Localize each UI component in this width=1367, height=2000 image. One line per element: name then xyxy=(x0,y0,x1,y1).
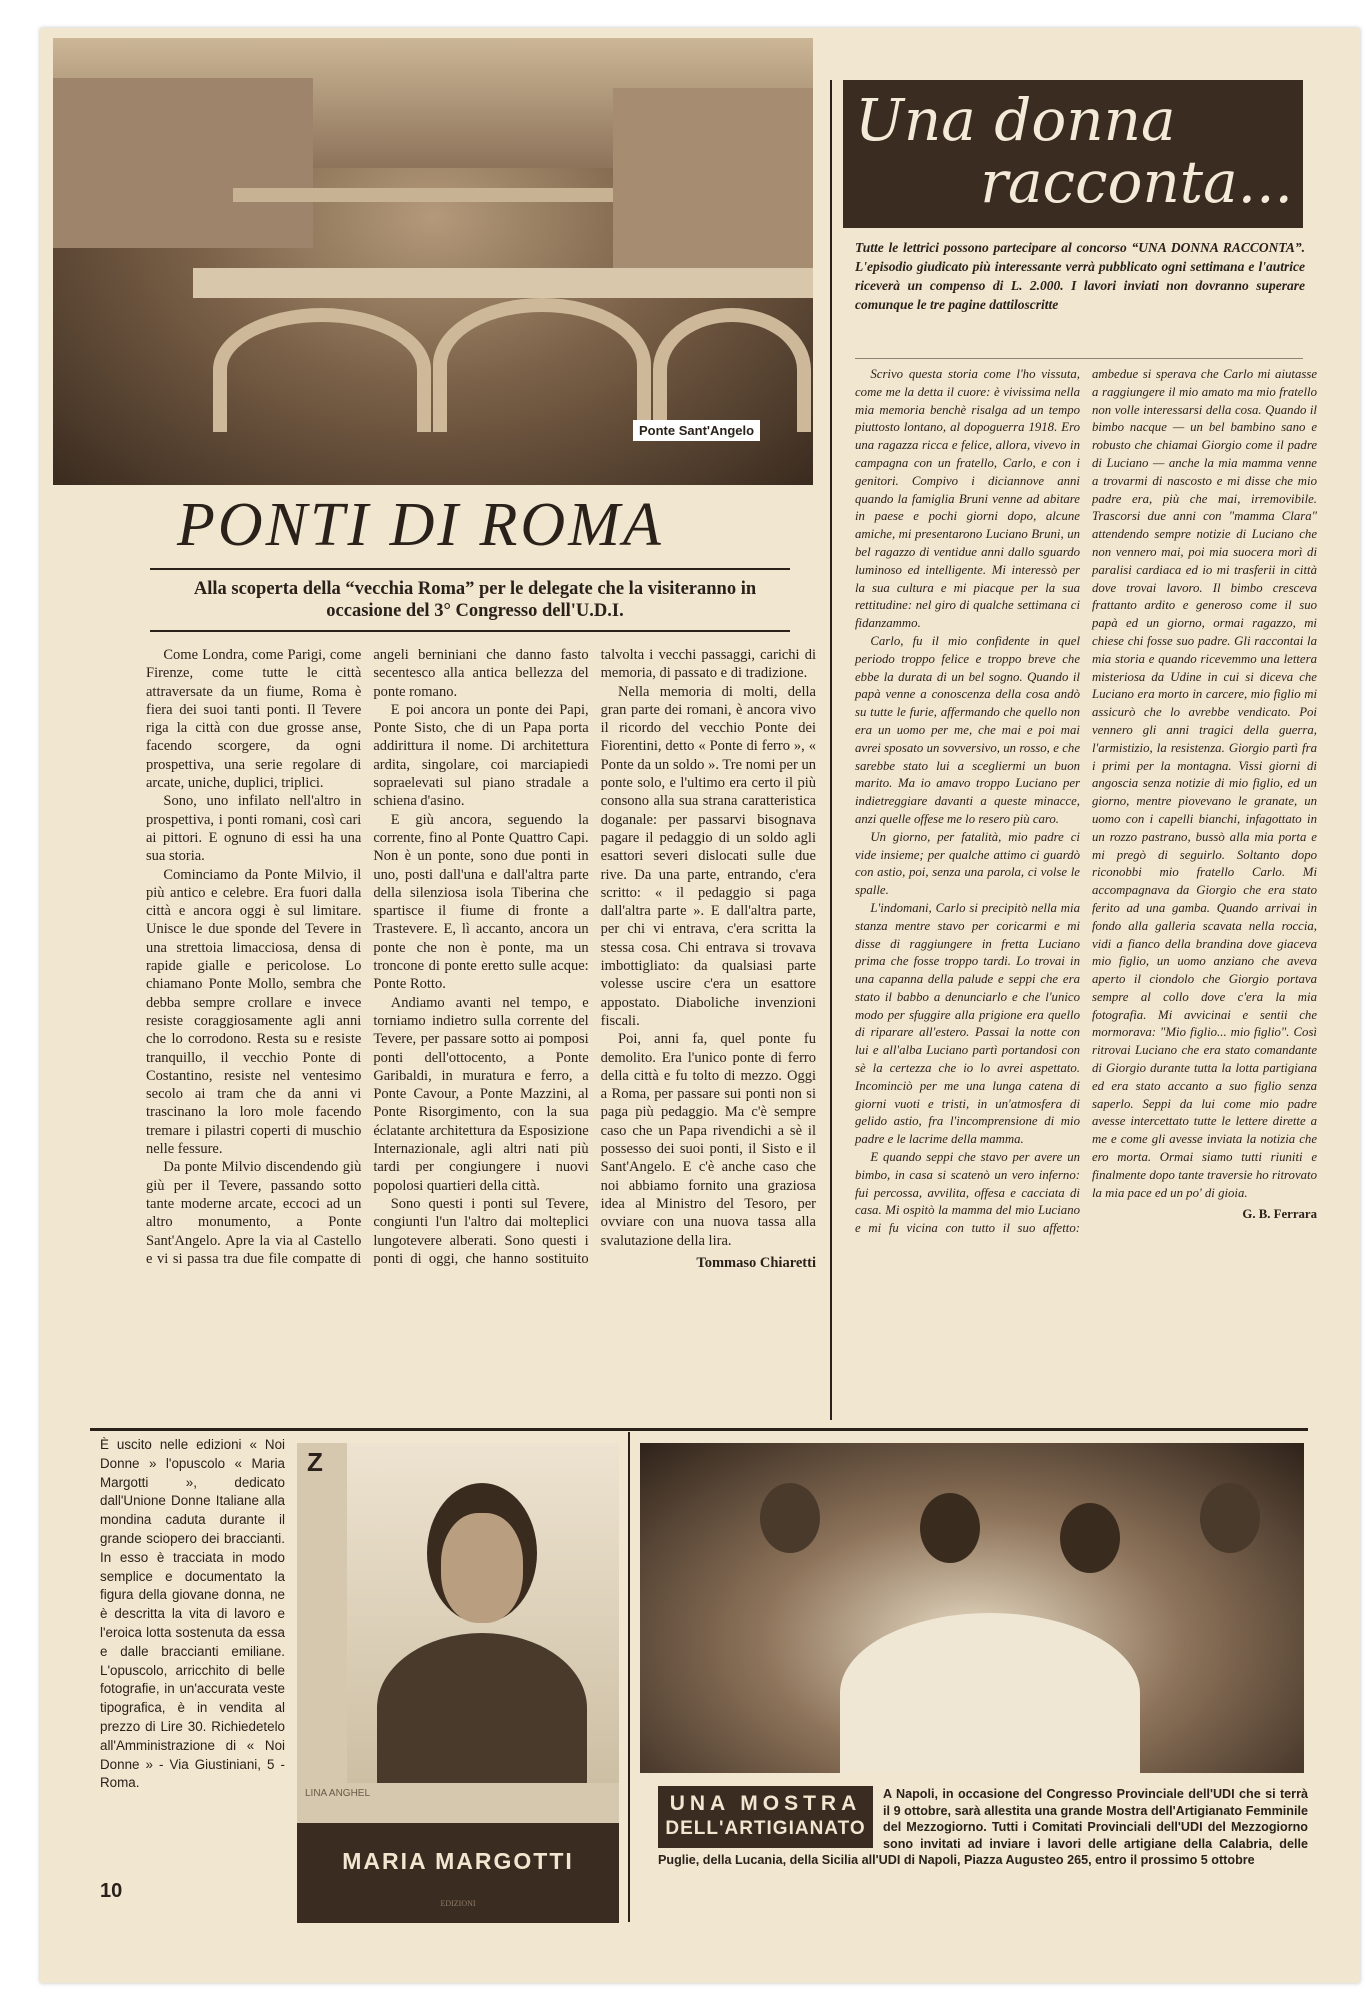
paragraph: Scrivo questa storia come l'ho vissuta, come me la detta il cuore: è vivissima nella mia memoria benchè risalga ad un tempo piuttosto lontano, al dopoguerra 1918. Ero una ragazza ricca e felice, allora, vivevo in campagna con un fratello, Carlo, e con i genitori. Compivo i diciannove anni quando la famiglia Bruni venne ad abitare in paese e pochi giorni dopo, alcune amiche, mi presentarono Luciano Bruni, un bel ragazzo di ventidue anni dallo sguardo luminoso ed intelligente. Mi interessò per la sua cultura e mi piacque per la sua rettitudine: nel giro di qualche settimana ci fidanzammo. xyxy=(855,367,1080,631)
cover-author: LINA ANGHEL xyxy=(305,1788,371,1799)
racconta-intro: Tutte le lettrici possono partecipare al concorso “UNA DONNA RACCONTA”. L'episodio giudicato più interessante verrà pubblicato ogni settimana e l'autrice riceverà un compenso di L. 2.000. I lavori inviati non dovranno superare comunque le tre pagine dattiloscritte xyxy=(855,240,1305,312)
paragraph: E giù ancora, seguendo la corrente, fino al Ponte Quattro Capi. Non è un ponte, sono due ponti in uno, posti dall'una e dall'altra parte della silenziosa isola Tiberina che spartisce il fiume di fronte a Trastevere. E, lì accanto, ancora un ponte che non è ponte, ma un troncone di ponte eretto sulle acque: Ponte Rotto. xyxy=(373,811,589,993)
racconta-article xyxy=(855,366,1317,1238)
photo-caption: Ponte Sant'Angelo xyxy=(633,420,760,441)
author: G. B. Ferrara xyxy=(1242,1207,1317,1222)
mostra-text: A Napoli, in occasione del Congresso Provinciale dell'UDI che si terrà il 9 ottobre, sarà allestita una grande Mostra dell'Artigianato Femminile del Mezzogiorno. Tutti i Comitati Provinciali dell'UDI del Mezzogiorno sono invitati ad inviare i lavori delle artigiane della Calabria, delle Puglie, della Lucania, della Sicilia all'UDI di Napoli, Piazza Augusteo 265, entro il prossimo 5 ottobre xyxy=(658,1787,1308,1867)
margotti-text: È uscito nelle edizioni « Noi Donne » l'opuscolo « Maria Margotti », dedicato dall'Unione Donne Italiane alla mondina caduta durante il grande sciopero dei braccianti. In esso è tracciata in modo semplice e documentato la figura della giovane donna, ne è descritta la vita di lavoro e l'eroica lotta sostenuta da essa e dalle braccianti emiliane. L'opuscolo, arricchito di belle fotografie, in un'accurata veste tipografica, è in vendita al prezzo di Lire 30. Richiedetelo all'Amministrazione di « Noi Donne » - Via Giustiniani, 5 - Roma. xyxy=(100,1437,285,1791)
paragraph: Nella memoria di molti, della gran parte dei romani, è ancora vivo il ricordo del vecchio Ponte dei Fiorentini, detto « Ponte di ferro », « Ponte da un soldo ». Tre nomi per un ponte solo, e l'ultimo era certo il più consono alla sua strana caratteristica doganale: per passarvi bisognava pagare il pedaggio di un soldo agli esattori severi dislocati sulle due rive. Da una parte, entrando, c'era scritto: « il pedaggio si paga dall'altra parte ». E dall'altra parte, per chi vi entrava, c'era scritta la stessa cosa. Chi entrava si trovava imbottigliato: da qualsiasi parte volesse uscire c'era un esattore appostato. Diaboliche invenzioni fiscali. xyxy=(600,683,816,1029)
author: Tommaso Chiaretti xyxy=(696,1254,816,1271)
paragraph: Carlo, fu il mio confidente in quel periodo troppo felice e troppo breve che ebbe la durata di un bel sogno. Quando il papà venne a conoscenza della cosa andò su tutte le furie, affermando che quello non era un uomo per me, che mai e poi mai avrei sposato un sovversivo, un rosso, e che sarebbe stato lui a scegliermi un buon marito. Ma io amavo troppo Luciano per indietreggiare davanti a queste minacce, anzi quelle offese me lo resero più caro. xyxy=(855,633,1080,826)
racconta-title-box xyxy=(843,80,1303,228)
mostra-title-line1: UNA MOSTRA xyxy=(669,1792,862,1815)
cover-publisher: EDIZIONI xyxy=(440,1899,476,1908)
paragraph: E poi ancora un ponte dei Papi, Ponte Sisto, che di un Papa porta addirittura il nome. Di architettura ardita, singolare, coi marciapiedi sopraelevati sul piano stradale a schiena d'asino. xyxy=(373,701,589,810)
paragraph: Come Londra, come Parigi, come Firenze, come tutte le città attraversate da un fiume, Roma è fiera dei suoi tanti ponti. Il Tevere riga la città con due grosse anse, facendo scorgere, da ogni prospettiva, una serie regolare di arcate, uniche, duplici, triplici. xyxy=(146,647,362,792)
racconta-title-line1: Una donna xyxy=(855,86,1176,154)
artisans-photo xyxy=(640,1443,1304,1773)
paragraph: Poi, anni fa, quel ponte fu demolito. Era l'unico ponte di ferro della città e fu tolto di mezzo. Oggi a Roma, per passare sui ponti non si paga più pedaggio. Ma c'è sempre caso che un Papa rivendichi a sè il possesso dei suoi ponti, il Sisto e il Sant'Angelo. E c'è anche caso che noi abbiamo fornito una graziosa idea al Ministro del Tesoro, per ovviare con una nuova tassa alla svalutazione della lira. xyxy=(600,1031,816,1249)
ponti-title: PONTI DI ROMA xyxy=(177,491,664,559)
paragraph: L'indomani, Carlo si precipitò nella mia stanza mentre stavo per coricarmi e mi disse di raggiungere in fretta Luciano prima che fosse troppo tardi. Lo trovai in una capanna della palude e seppi che era stato il babbo a denunciarlo e che l'unico modo per sfuggire alla prigione era quello di riparare all'estero. Passai la notte con lui e all'alba Luciano partì portandosi con sè la certezza che io lo avrei aspettato. Incominciò per me una lunga catena di giorni vuoti e tristi, in un'atmosfera di gelido astio, fra l'incomprensione di mio padre e le lacrime della mamma. xyxy=(855,900,1080,1147)
paragraph: Un giorno, per fatalità, mio padre ci vide insieme; per qualche attimo ci guardò con astio, poi, senza una parola, ci volse le spalle. xyxy=(855,829,1080,898)
ponte-sant-angelo-photo xyxy=(53,38,813,485)
paragraph: E quando seppi che stavo per avere un bimbo, in casa si scatenò un vero inferno: fui percossa, avvilita, offesa e cacciata di casa. Mi ospitò la mamma del mio Luciano e mi fu vicina con tutto il suo affetto: ambedue si sperava che Carlo mi aiutasse a raggiungere il mio amato ma mio fratello non volle interessarsi della cosa. Quando il bimbo nacque — un bel bambino sano e robusto che chiamai Giorgio come il padre di Luciano — anche la mia mamma venne a trovarmi di nascosto e mi disse che mio padre era, più che mai, irremovibile. Trascorsi due anni con "mamma Clara" attendendo sempre notizie di Luciano che non vennero mai, poi mia suocera morì di paralisi cardiaca ed io mi trasferii in città dove trovai lavoro. Il bimbo cresceva frattanto ardito e generoso come il suo papà ed un giorno, ormai ragazzo, mi chiese chi fosse suo padre. Gli raccontai la mia storia e quando ricevemmo una lettera misteriosa da Udine in cui si diceva che Luciano era morto in carcere, mio figlio mi assicurò che lo avrebbe vendicato. Poi vennero gli anni tragici della guerra, l'armistizio, la resistenza. Giorgio partì fra i primi per la montagna. Vissi giorni di angoscia senza notizie di mio figlio, ed un giorno, mentre piovevano le granate, un uomo con i capelli bianchi, infagottato in un rozzo pastrano, bussò alla mia porta e mi pregò di seguirlo. Soltanto dopo riconobbi mio fratello Carlo. Mi accompagnava da Giorgio che era stato ferito ad una gamba. Quando arrivai in fondo alla galleria scavata nella roccia, vidi a fianco della brandina dove giaceva mio figlio, un uomo anziano che aveva aperto il ciondolo che Giorgio portava sempre al collo dove c'era la mia fotografia. Mi avvicinai e sentii che mormorava: "Mio figlio... mio figlio". Così ritrovai Luciano che era stato comandante di Giorgio durante tutta la lotta partigiana ed era stato accanto a suo figlio senza saperlo. Seppi da lui come mio padre avesse intercettato tutte le lettere dirette a me e come gli avesse inviata la notizia che ero morta. Ormai siamo tutti riuniti e finalmente dopo tante traversie ho ritrovato la mia pace ed un po' di gioia. xyxy=(855,367,1317,1236)
racconta-title-line2: racconta... xyxy=(980,148,1293,216)
ponti-subtitle: Alla scoperta della “vecchia Roma” per le delegate che la visiteranno in occasione del 3° Congresso dell'U.D.I. xyxy=(193,579,757,621)
mostra-title-line2: DELL'ARTIGIANATO xyxy=(665,1818,866,1839)
page-number: 10 xyxy=(100,1880,123,1902)
cover-letter: Z xyxy=(307,1447,323,1477)
paragraph: Andiamo avanti nel tempo, e torniamo indietro sulla corrente del Tevere, per passare sotto ai pomposi ponti dell'ottocento, a Ponte Garibaldi, in muratura e ferro, a Ponte Cavour, a Ponte Mazzini, al Ponte Risorgimento, con la sua éclatante architettura da Esposizione Internazionale, agli altri nati più tardi per congiungere i nuovi popolosi quartieri della città. xyxy=(373,994,589,1194)
paragraph: Sono, uno infilato nell'altro in prospettiva, i ponti romani, così cari ai pittori. E ognuno di essi ha una sua storia. xyxy=(146,793,362,865)
mostra-section xyxy=(658,1786,1308,1869)
cover-title: MARIA MARGOTTI xyxy=(342,1848,574,1874)
paragraph: Da ponte Milvio discendendo giù giù per il Tevere, passando sotto tante moderne arcate, eccoci ad un altro monumento, a Ponte Sant'Angelo. Apre la via al Castello e vi si passa tra due file compatte di angeli berniniani che danno fasto secentesco alla antica bellezza del ponte romano. xyxy=(146,647,589,1267)
portrait-photo xyxy=(347,1443,619,1783)
paragraph: Cominciamo da Ponte Milvio, il più antico e celebre. Era fuori dalla città e ancora oggi è sul limitare. Unisce le due sponde del Tevere in una strettoia limacciosa, densa di rapide gialle e pericolose. Lo chiamano Ponte Mollo, sembra che debba sempre crollare e invece resiste coraggiosamente agli anni che lo corrodono. Resta su e resiste tranquillo, il vecchio Ponte di Costantino, resiste nel ventesimo secolo ai tram che da anni vi trascinano la loro mole facendo tremare i pilastri coperti di muschio nelle fessure. xyxy=(146,866,362,1158)
maria-margotti-booklet-cover xyxy=(297,1443,619,1923)
ponti-article xyxy=(146,646,816,1272)
paragraph: Sono questi i ponti sul Tevere, congiunti l'un l'altro dai molteplici lungotevere alberati. Sono questi i ponti di oggi, che hanno sostituito talvolta i vecchi passaggi, carichi di memoria, di passato e di tradizione. xyxy=(373,647,816,1267)
mostra-title-box xyxy=(658,1786,873,1848)
